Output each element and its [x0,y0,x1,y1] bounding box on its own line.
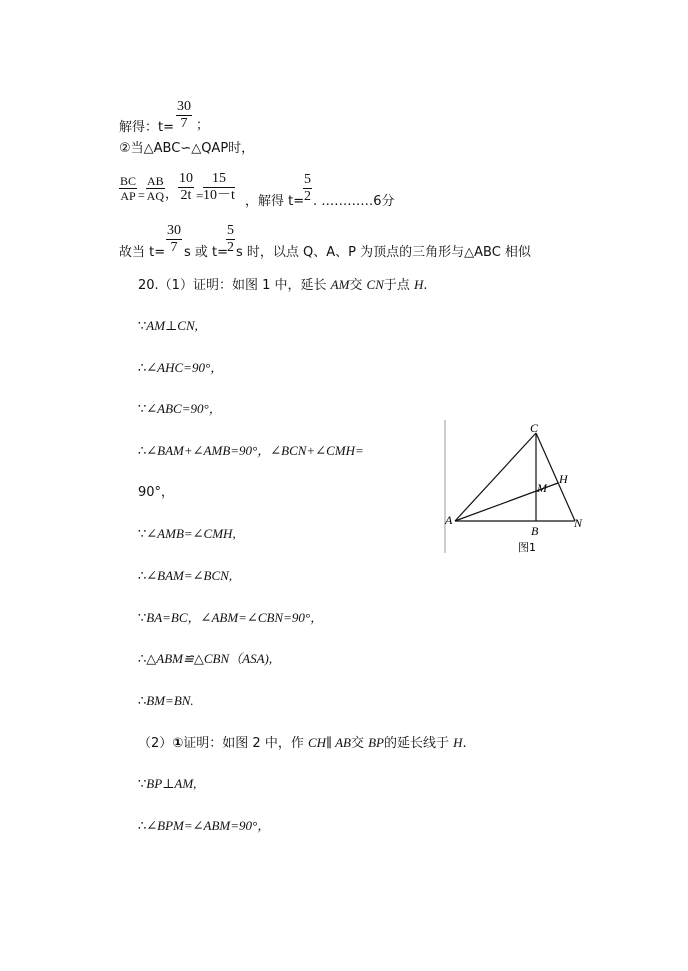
statement: ∠AHC=90°， [146,360,224,375]
therefore-symbol: ∴ [138,694,147,709]
intro-text: 于点 [383,278,415,293]
parallel-symbol: ∥ [326,735,336,750]
intro-text: 20.（1）证明：如图 1 中，延长 [138,278,331,293]
proof-line-3 [138,402,222,416]
intro-text: . [462,736,467,751]
label-h: H [559,472,568,486]
fraction-15-10-t [203,172,235,203]
segment-am: AM [330,277,350,292]
label-c: C [530,421,539,435]
label-b: B [531,524,539,538]
conclusion-prefix: 故当 t= [119,245,166,260]
proof-line-9 [138,694,194,708]
proof-line-1 [138,319,198,333]
solve-prefix: 解得：t= [119,120,174,135]
denominator: 10－t [203,188,235,203]
proof-line-11 [138,819,270,833]
part-number: （2） [138,736,173,751]
label-m: M [537,481,547,495]
segment-ab: AB [335,735,351,750]
intro-text: 的延长线于 [383,736,454,751]
side-ac [455,433,536,521]
denominator: 7 [170,240,178,255]
statement: BM=BN. [146,693,194,708]
statement: ∠AMB=∠CMH, [146,526,236,541]
denominator: 2t [180,188,192,203]
denominator: 2 [227,240,234,255]
denominator: 7 [180,116,188,131]
case2-line: ②当△ABC∽△QAP时， [119,141,255,156]
equals-1: = [138,188,145,202]
numerator: 30 [177,99,191,114]
figure-caption: 图1 [518,541,536,554]
statement: ∠BPM=∠ABM=90°， [146,818,271,833]
proof-line-10 [138,777,196,791]
statement: AM⊥CN, [146,318,198,333]
figure-1 [444,420,594,555]
conclusion-suffix: s 时，以点 Q、A、P 为顶点的三角形与△ABC 相似 [236,245,531,260]
fraction-5-2-a [303,173,312,204]
segment-ch: CH [307,735,327,750]
therefore-symbol: ∴ [138,652,147,667]
proof-line-7 [138,611,323,625]
numerator: 5 [304,172,311,187]
solve-suffix: ； [196,118,210,133]
statement: ∠BAM=∠BCN, [146,568,233,583]
because-symbol: ∵ [138,402,147,417]
numerator: 30 [167,223,181,238]
equals-2: = [196,188,204,203]
fraction-5-2-b [226,224,235,255]
point-h: H [453,735,463,750]
numerator: 10 [179,171,193,186]
label-a: A [445,513,453,527]
statement: BA=BC，∠ABM=∠CBN=90°， [146,610,324,625]
proof-line-4b [138,486,174,499]
denominator: 2 [304,189,311,204]
segment-cn: CN [366,277,384,292]
statement: △ABM≌△CBN（ASA), [146,651,273,666]
proof-line-5 [138,527,236,541]
side-cn [536,433,575,521]
statement: 90°， [138,485,175,500]
intro-text: . [423,278,428,293]
proof-line-8 [138,652,272,666]
numerator: 15 [203,172,235,188]
comma-1: ， [165,187,179,202]
fraction-bc-ap [119,175,137,202]
therefore-symbol: ∴ [138,444,147,459]
point-h: H [414,277,424,292]
numerator: 5 [227,223,234,238]
circled-one: ① [172,736,184,751]
because-symbol: ∵ [138,527,147,542]
fraction-ab-aq [146,175,165,202]
therefore-symbol: ∴ [138,819,147,834]
proof-line-6 [138,569,232,583]
intro-text: 证明：如图 2 中，作 [183,736,308,751]
label-n: N [574,516,583,530]
fraction-30-7-b [166,224,182,255]
proof-line-4 [138,444,364,458]
intro-text: 交 [349,278,367,293]
q20-intro [138,278,428,292]
because-symbol: ∵ [138,319,147,334]
intro-text: 交 [350,736,369,751]
solve2-text: ，解得 t= [245,194,305,209]
therefore-symbol: ∴ [138,361,147,376]
because-symbol: ∵ [138,611,147,626]
because-symbol: ∵ [138,777,147,792]
segment-bp: BP [368,735,384,750]
numerator: AB [147,174,164,188]
score-marker: . …………6分 [313,194,395,209]
denominator: AP [120,189,136,203]
conclusion-mid: s 或 t= [184,245,229,260]
statement: ∠ABC=90°， [146,401,222,416]
part2-intro [138,736,467,750]
fraction-10-2t [178,172,194,203]
proof-line-2 [138,361,223,375]
statement: BP⊥AM, [146,776,197,791]
numerator: BC [120,174,137,188]
fraction-30-7-a [176,100,192,131]
statement: ∠BAM+∠AMB=90°，∠BCN+∠CMH= [146,443,364,458]
therefore-symbol: ∴ [138,569,147,584]
denominator: AQ [146,189,164,203]
